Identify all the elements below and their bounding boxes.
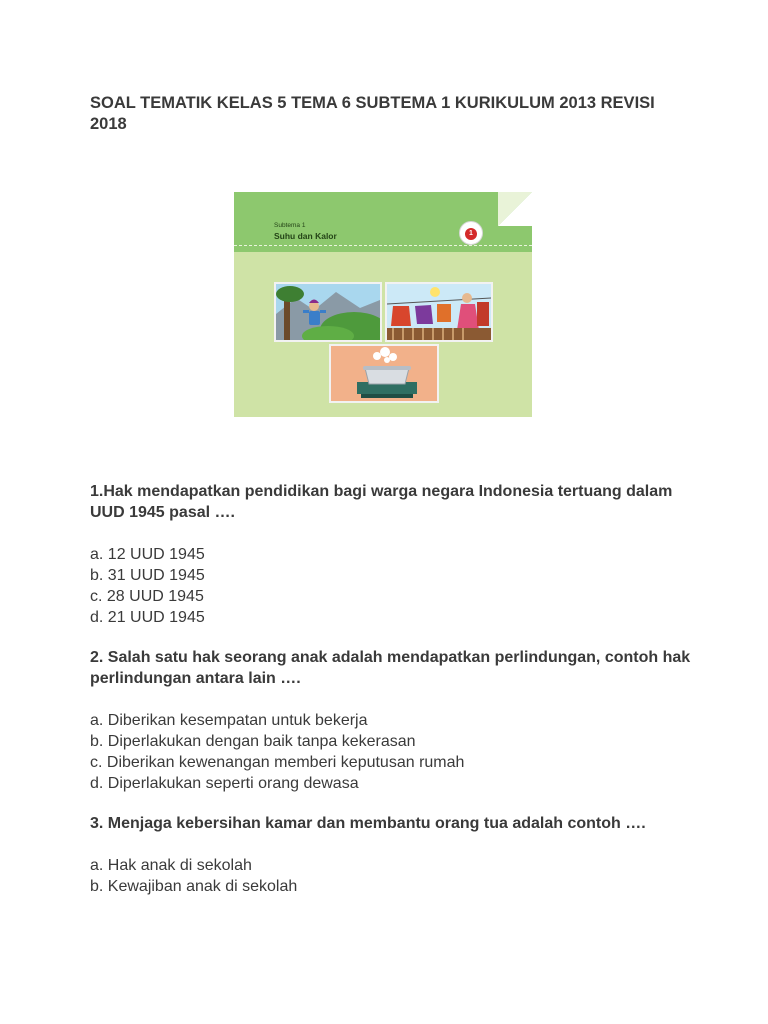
- question-3: [90, 813, 710, 897]
- cover-illustration-boiling-pot: [329, 344, 439, 403]
- option-d: d. Diperlakukan seperti orang dewasa: [90, 775, 359, 792]
- option-c: c. Diberikan kewenangan memberi keputusan rumah: [90, 754, 465, 771]
- option-a: a. Hak anak di sekolah: [90, 857, 252, 874]
- cover-subtheme-name: Suhu dan Kalor: [274, 231, 337, 241]
- option-c: c. 28 UUD 1945: [90, 588, 204, 605]
- answer-options: [90, 710, 710, 794]
- question-text: 3. Menjaga kebersihan kamar dan membantu orang tua adalah contoh ….: [90, 815, 646, 832]
- answer-options: [90, 544, 710, 628]
- option-a: a. Diberikan kesempatan untuk bekerja: [90, 712, 368, 729]
- question-text: 1.Hak mendapatkan pendidikan bagi warga negara Indonesia tertuang dalam UUD 1945 pasal ….: [90, 483, 673, 521]
- option-b: b. 31 UUD 1945: [90, 567, 205, 584]
- answer-options: [90, 855, 710, 897]
- cover-illustration-laundry-drying: [385, 282, 493, 342]
- option-b: b. Kewajiban anak di sekolah: [90, 878, 298, 895]
- book-cover-image: [234, 192, 532, 417]
- option-d: d. 21 UUD 1945: [90, 609, 205, 626]
- cover-badge-icon: [459, 221, 483, 245]
- option-a: a. 12 UUD 1945: [90, 546, 205, 563]
- document-title: SOAL TEMATIK KELAS 5 TEMA 6 SUBTEMA 1 KURIKULUM 2013 REVISI 2018: [90, 94, 655, 133]
- cover-illustration-child-outdoors: [274, 282, 382, 342]
- question-2: [90, 647, 710, 794]
- cover-subtitle: Subtema 1: [274, 222, 306, 229]
- cover-badge-number: 1: [465, 228, 477, 240]
- question-text: 2. Salah satu hak seorang anak adalah mendapatkan perlindungan, contoh hak perlindungan antara lain ….: [90, 649, 691, 687]
- option-b: b. Diperlakukan dengan baik tanpa kekerasan: [90, 733, 416, 750]
- question-1: [90, 481, 710, 628]
